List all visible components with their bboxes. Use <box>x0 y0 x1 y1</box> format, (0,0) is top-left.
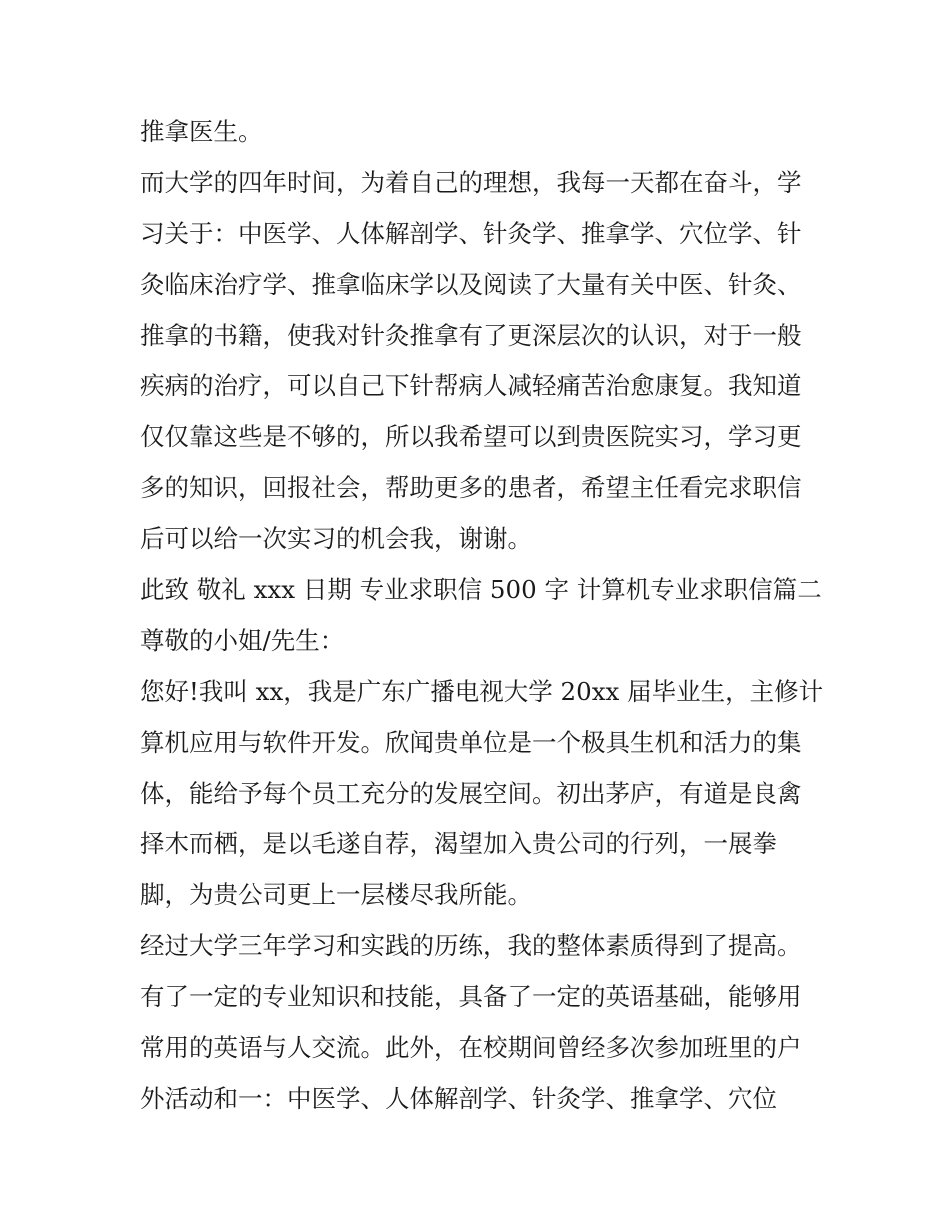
text-line: 体，能给予每个员工充分的发展空间。初出茅庐，有道是良禽 <box>140 778 802 808</box>
text-line: 疾病的治疗，可以自己下针帮病人减轻痛苦治愈康复。我知道 <box>140 371 802 401</box>
text-line: 多的知识，回报社会，帮助更多的患者，希望主任看完求职信 <box>140 473 802 503</box>
text-line: 此致 敬礼 xxx 日期 专业求职信 500 字 计算机专业求职信篇二 <box>140 575 822 605</box>
text-line: 择木而栖，是以毛遂自荐，渴望加入贵公司的行列，一展拳 <box>140 829 777 859</box>
text-line: 经过大学三年学习和实践的历练，我的整体素质得到了提高。 <box>140 931 802 961</box>
text-line: 而大学的四年时间，为着自己的理想，我每一天都在奋斗，学 <box>140 167 802 197</box>
text-line: 灸临床治疗学、推拿临床学以及阅读了大量有关中医、针灸、 <box>140 269 802 299</box>
text-line: 推拿医生。 <box>140 117 263 146</box>
text-line: 脚，为贵公司更上一层楼尽我所能。 <box>140 880 532 910</box>
text-line: 习关于：中医学、人体解剖学、针灸学、推拿学、穴位学、针 <box>140 218 802 248</box>
text-line: 推拿的书籍，使我对针灸推拿有了更深层次的认识，对于一般 <box>140 320 802 350</box>
text-line: 尊敬的小姐/先生： <box>140 625 345 655</box>
text-line: 仅仅靠这些是不够的，所以我希望可以到贵医院实习，学习更 <box>140 422 802 452</box>
text-line: 常用的英语与人交流。此外，在校期间曾经多次参加班里的户 <box>140 1033 802 1063</box>
text-line: 算机应用与软件开发。欣闻贵单位是一个极具生机和活力的集 <box>140 727 802 757</box>
document-body <box>140 107 824 1125</box>
text-line: 后可以给一次实习的机会我，谢谢。 <box>140 524 532 554</box>
text-line: 有了一定的专业知识和技能，具备了一定的英语基础，能够用 <box>140 982 802 1012</box>
text-line: 您好!我叫 xx，我是广东广播电视大学 20xx 届毕业生，主修计 <box>140 676 824 706</box>
text-line: 外活动和一：中医学、人体解剖学、针灸学、推拿学、穴位 <box>140 1083 777 1113</box>
